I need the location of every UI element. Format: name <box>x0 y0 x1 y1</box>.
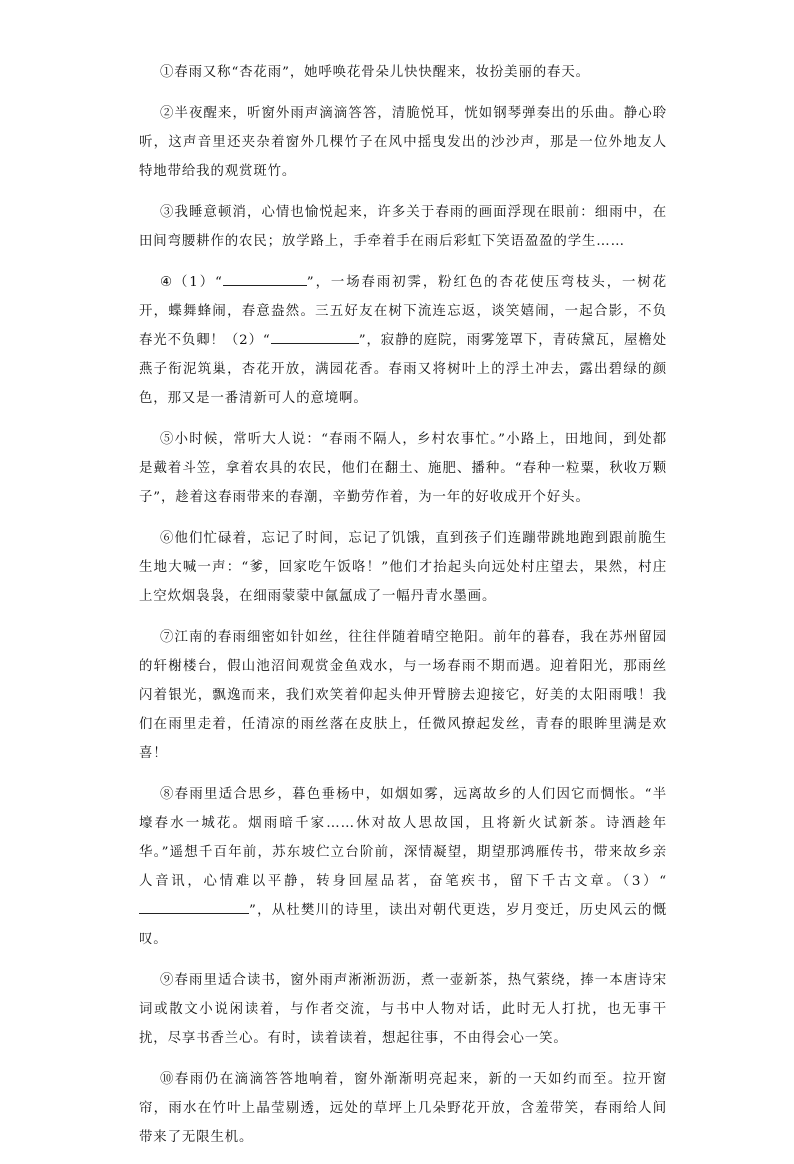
paragraph-7: ⑦江南的春雨细密如针如丝，往往伴随着晴空艳阳。前年的暮春，我在苏州留园的轩榭楼台，假山池沼间观赏金鱼戏水，与一场春雨不期而遇。迎着阳光，那雨丝闪着银光，飘逸而来，我们欢笑着仰起头伸开臂膀去迎接它，好美的太阳雨哦！我们在雨里走着，任清凉的雨丝落在皮肤上，任微风撩起发丝，青春的眼眸里满是欢喜！ <box>139 630 667 761</box>
fill-in-blank-3[interactable] <box>139 899 249 914</box>
paragraph-6: ⑥他们忙碌着，忘记了时间，忘记了饥饿，直到孩子们连蹦带跳地跑到跟前脆生生地大喊一声：“爹，回家吃午饭咯！”他们才抬起头向远处村庄望去，果然，村庄上空炊烟袅袅，在细雨蒙蒙中氤氲成了一幅丹青水墨画。 <box>139 531 667 604</box>
paragraph-4: ④（1）“ ”，一场春雨初霁，粉红色的杏花使压弯枝头，一树花开，蝶舞蜂闹，春意盎然。三五好友在树下流连忘返，谈笑嬉闹，一起合影，不负春光不负卿！（2）“ ”，寂静的庭院，雨雾笼罩下，青砖黛瓦，屋檐处燕子衔泥筑巢，杏花开放，满园花香。春雨又将树叶上的浮土冲去，露出碧绿的颜色，那又是一番清新可人的意境啊。 <box>139 268 667 413</box>
paragraph-10: ⑩春雨仍在滴滴答答地响着，窗外渐渐明亮起来，新的一天如约而至。拉开窗帘，雨水在竹叶上晶莹剔透，远处的草坪上几朵野花开放，含羞带笑，春雨给人间带来了无限生机。 <box>139 1072 667 1145</box>
fill-in-blank-2[interactable] <box>271 329 359 344</box>
article-body <box>139 58 667 1164</box>
paragraph-1: ①春雨又称“杏花雨”，她呼唤花骨朵儿快快醒来，妆扮美丽的春天。 <box>160 65 590 80</box>
paragraph-2: ②半夜醒来，听窗外雨声滴滴答答，清脆悦耳，恍如钢琴弹奏出的乐曲。静心聆听，这声音里还夹杂着窗外几棵竹子在风中摇曳发出的沙沙声，那是一位外地友人特地带给我的观赏斑竹。 <box>139 106 667 179</box>
paragraph-8: ⑧春雨里适合思乡，暮色垂杨中，如烟如雾，远离故乡的人们因它而惆怅。“半壕春水一城花。烟雨暗千家……休对故人思故国，且将新火试新茶。诗酒趁年华。”遥想千百年前，苏东坡伫立台阶前，深情凝望，期望那鸿雁传书，带来故乡亲人音讯，心情难以平静，转身回屋品茗，奋笔疾书，留下千古文章。（3）“”，从杜樊川的诗里，读出对朝代更迭，岁月变迁，历史风云的慨叹。 <box>139 787 667 947</box>
paragraph-9: ⑨春雨里适合读书，窗外雨声淅淅沥沥，煮一壶新茶，热气萦绕，捧一本唐诗宋词或散文小说闲读着，与作者交流，与书中人物对话，此时无人打扰，也无事干扰，尽享书香兰心。有时，读着读着，想起往事，不由得会心一笑。 <box>139 973 667 1046</box>
paragraph-3: ③我睡意顿消，心情也愉悦起来，许多关于春雨的画面浮现在眼前：细雨中，在田间弯腰耕作的农民；放学路上，手牵着手在雨后彩虹下笑语盈盈的学生…… <box>139 205 667 249</box>
fill-in-blank-1[interactable] <box>223 271 307 286</box>
paragraph-5: ⑤小时候，常听大人说：“春雨不隔人，乡村农事忙。”小路上，田地间，到处都是戴着斗笠，拿着农具的农民，他们在翻土、施肥、播种。“春种一粒粟，秋收万颗子”，趁着这春雨带来的春潮，辛勤劳作着，为一年的好收成开个好头。 <box>139 432 667 505</box>
